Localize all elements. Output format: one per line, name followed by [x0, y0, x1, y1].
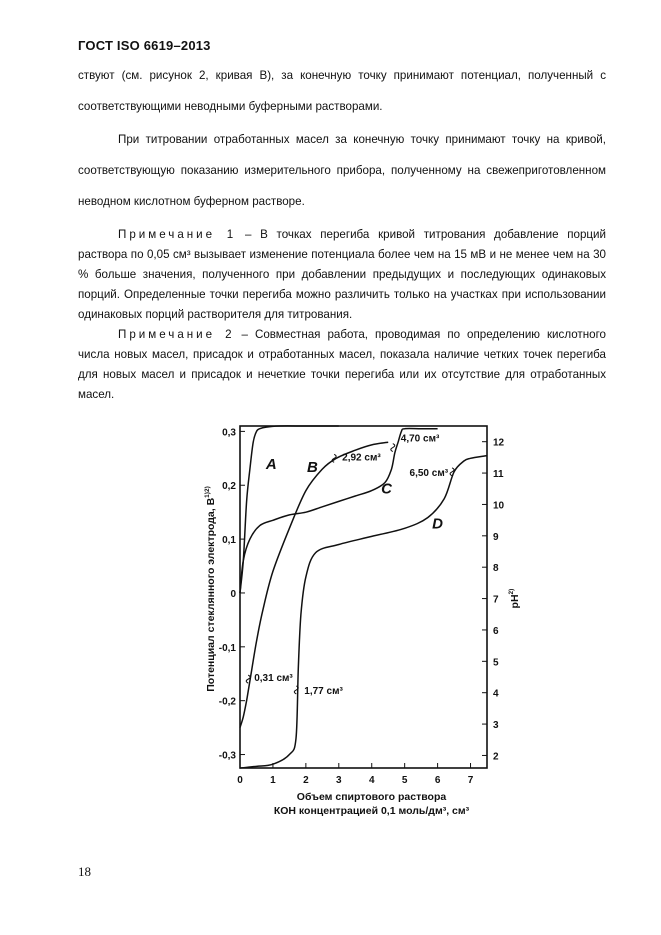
plot-frame: [240, 426, 487, 768]
y-right-tick-label-7: 5: [493, 657, 499, 669]
annotation-2: 2,92 см³: [342, 452, 381, 464]
x-tick-label-1: 1: [270, 775, 276, 786]
note-1-text: – В точках перегиба кривой титрования добавление порций раствора по 0,05 см³ вызывает изменение потенциала более чем на 15 мВ и не менее чем на 30 % больше значения, полученного при добавлении предыдущих и последующих одинаковых порций. Определенные точки перегиба можно различить только на участках при использовании одинаковых порций растворителя для титрования.: [78, 228, 606, 321]
y-left-tick-label-5: -0,2: [218, 696, 236, 708]
y-right-tick-label-10: 2: [493, 751, 499, 763]
x-tick-label-0: 0: [237, 775, 243, 786]
series-line-a: [240, 426, 339, 593]
titration-figure: [200, 418, 520, 833]
series-label-a: A: [265, 456, 277, 474]
document-header: ГОСТ ISO 6619–2013: [78, 38, 211, 53]
series-label-d: D: [432, 515, 444, 533]
series-label-b: B: [307, 458, 318, 476]
x-axis-label-line-2: КОН концентрацией 0,1 моль/дм³, см³: [273, 805, 470, 817]
paragraph-used-oils: При титровании отработанных масел за конечную точку принимают точку на кривой, соответствующую показанию измерительного прибора, полученному на свежеприготовленном неводном кислотном буферном растворе.: [78, 133, 606, 208]
y-left-tick-label-4: -0,1: [218, 642, 236, 654]
page-number: 18: [78, 864, 91, 879]
annotation-3: 4,70 см³: [400, 433, 440, 445]
y-right-tick-label-8: 4: [493, 688, 499, 700]
y-right-tick-label-0: 12: [493, 437, 505, 449]
y-left-tick-label-0: 0,3: [222, 427, 236, 439]
x-tick-label-6: 6: [434, 775, 441, 786]
annotation-1: 1,77 см³: [304, 685, 343, 697]
y-right-tick-label-1: 11: [493, 469, 504, 481]
x-axis-label-line-1: Объем спиртового раствора: [296, 791, 447, 803]
y-left-tick-label-6: -0,3: [218, 750, 236, 762]
x-tick-label-5: 5: [401, 775, 408, 786]
y-right-tick-label-2: 10: [493, 500, 505, 512]
series-line-b: [240, 442, 388, 727]
y-left-tick-label-3: 0: [230, 588, 236, 600]
y-right-axis-label: $pH^{2)}$: [508, 588, 520, 609]
x-tick-label-7: 7: [467, 775, 474, 786]
y-right-axis-label-superscript: 2): [508, 588, 515, 595]
annotation-0: 0,31 см³: [254, 673, 293, 685]
note-1: [78, 225, 606, 325]
y-right-tick-label-6: 6: [493, 625, 499, 637]
y-left-axis-label-superscript: 1)2): [204, 486, 211, 498]
y-left-axis-label: Потенциал стеклянного электрода, $В^{1)2)}$: [204, 486, 217, 692]
series-line-d: [240, 456, 487, 768]
x-tick-label-2: 2: [303, 775, 309, 786]
y-left-tick-label-2: 0,1: [222, 535, 236, 547]
document-body: [78, 60, 606, 405]
note-1-label: Примечание 1: [118, 228, 237, 241]
y-right-tick-label-3: 9: [493, 531, 499, 543]
y-left-tick-label-1: 0,2: [222, 481, 236, 493]
x-tick-label-4: 4: [368, 775, 375, 786]
y-right-tick-label-9: 3: [493, 720, 499, 732]
note-2-label: Примечание 2: [118, 328, 235, 341]
y-right-tick-label-4: 8: [493, 563, 499, 575]
y-right-tick-label-5: 7: [493, 594, 499, 606]
x-tick-label-3: 3: [336, 775, 342, 786]
series-line-c: [240, 428, 438, 593]
note-2-text: – Совместная работа, проводимая по определению кислотного числа новых масел, присадок и отработанных масел, показала наличие четких точек перегиба для новых масел и присадок и нечеткие точки перегиба или их отсутствие для отработанных масел.: [78, 328, 606, 401]
inflection-mark-3: [391, 444, 395, 452]
note-2: [78, 325, 606, 405]
series-label-c: C: [381, 480, 392, 498]
annotation-4: 6,50 см³: [409, 467, 449, 479]
paragraph-continuation: ствуют (см. рисунок 2, кривая B), за конечную точку принимают потенциал, полученный с соответствующими неводными буферными растворами.: [78, 69, 606, 113]
titration-chart: [200, 418, 520, 833]
